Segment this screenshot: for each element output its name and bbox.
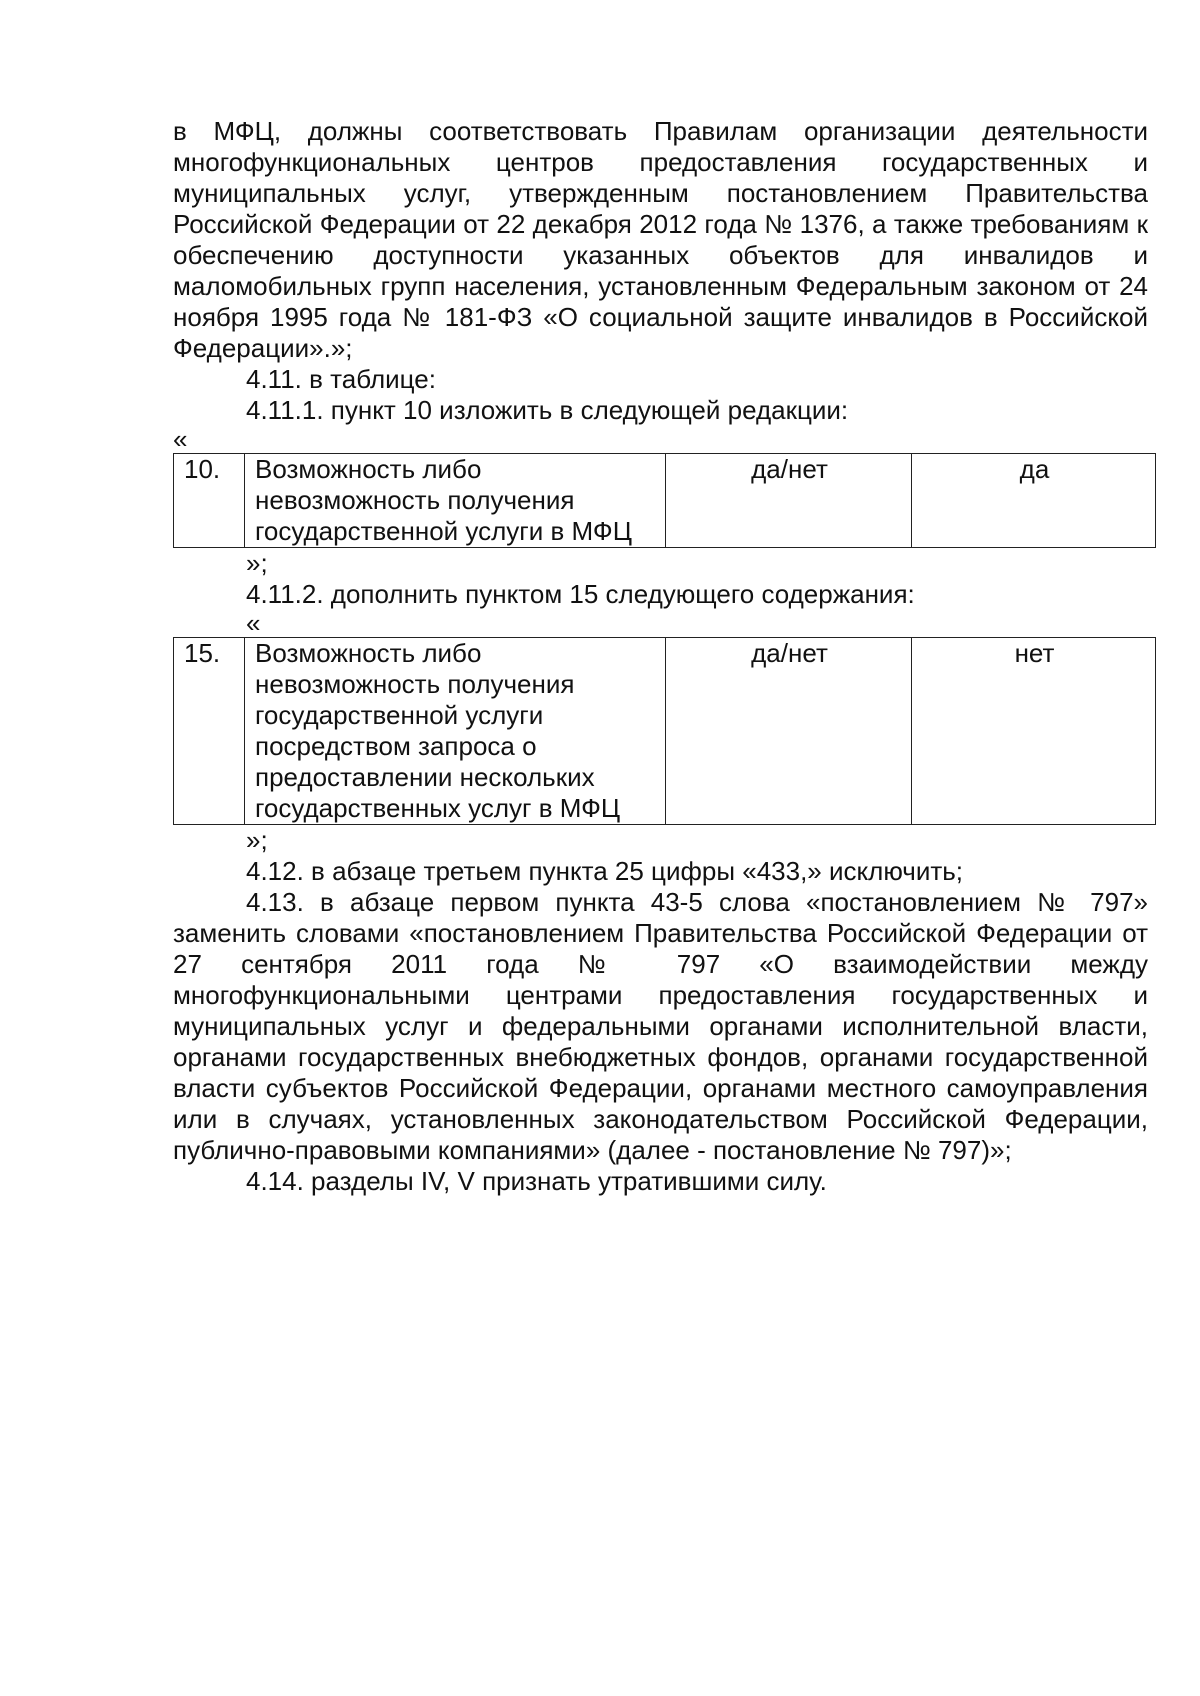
row-criterion: Возможность либо невозможность получения государственной услуги в МФЦ xyxy=(245,454,666,548)
document-page xyxy=(173,116,1148,1197)
amendment-table-2 xyxy=(173,637,1156,825)
row-result: нет xyxy=(912,638,1156,825)
item-4-11-1: 4.11.1. пункт 10 изложить в следующей редакции: xyxy=(246,395,849,425)
amendment-table-1 xyxy=(173,453,1156,548)
quote-open-1: « xyxy=(173,424,188,454)
item-4-11: 4.11. в таблице: xyxy=(246,364,436,394)
quote-close-1: »; xyxy=(246,548,268,578)
item-4-13: 4.13. в абзаце первом пункта 43-5 слова «постановлением № 797» заменить словами «постановлением Правительства Российской Федерации от 27 сентября 2011 года № 797 «О взаимодействии между многофункциональными центрами предоставления государственных и муниципальных услуг и федеральными органами исполнительной власти, органами государственных внебюджетных фондов, органами государственной власти субъектов Российской Федерации, органами местного самоуправления или в случаях, установленных законодательством Российской Федерации, публично-правовыми компаниями» (далее - постановление № 797)»; xyxy=(173,887,1148,1165)
row-number: 10. xyxy=(174,454,245,548)
item-4-11-2: 4.11.2. дополнить пунктом 15 следующего содержания: xyxy=(246,579,915,609)
row-number: 15. xyxy=(174,638,245,825)
row-value-type: да/нет xyxy=(666,454,912,548)
item-4-12: 4.12. в абзаце третьем пункта 25 цифры «433,» исключить; xyxy=(246,856,964,886)
row-criterion: Возможность либо невозможность получения государственной услуги посредством запроса о предоставлении нескольких государственных услуг в МФЦ xyxy=(245,638,666,825)
row-result: да xyxy=(912,454,1156,548)
table-row xyxy=(174,638,1156,825)
quote-close-2: »; xyxy=(246,825,268,855)
quote-open-2: « xyxy=(246,608,261,638)
item-4-14: 4.14. разделы IV, V признать утратившими силу. xyxy=(246,1166,827,1196)
row-value-type: да/нет xyxy=(666,638,912,825)
table-row xyxy=(174,454,1156,548)
intro-paragraph: в МФЦ, должны соответствовать Правилам организации деятельности многофункциональных центров предоставления государственных и муниципальных услуг, утвержденным постановлением Правительства Российской Федерации от 22 декабря 2012 года № 1376, а также требованиям к обеспечению доступности указанных объектов для инвалидов и маломобильных групп населения, установленным Федеральным законом от 24 ноября 1995 года № 181-ФЗ «О социальной защите инвалидов в Российской Федерации».»; xyxy=(173,116,1148,363)
